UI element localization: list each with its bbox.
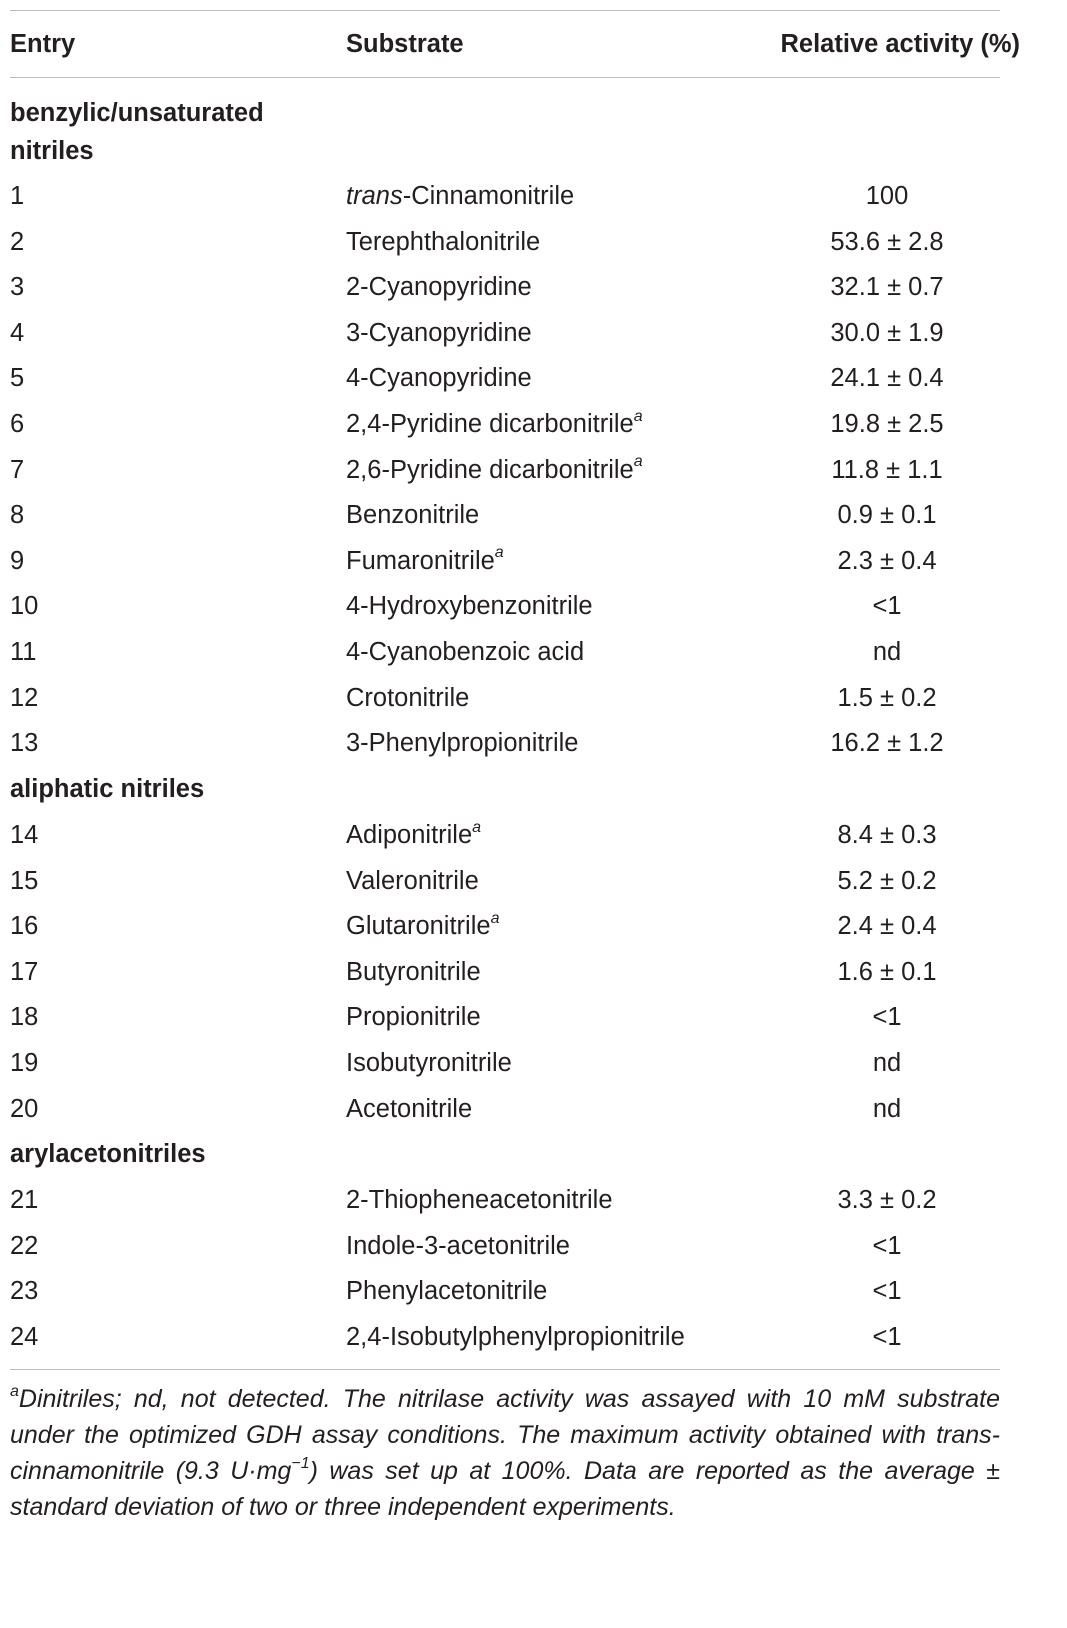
substrate-name: 2-Cyanopyridine bbox=[346, 273, 532, 302]
substrate-name: 2,4-Pyridine dicarbonitrile bbox=[346, 410, 634, 438]
substrate-name: Isobutyronitrile bbox=[346, 1049, 512, 1077]
substrate-name: Butyronitrile bbox=[346, 957, 481, 986]
substrate-name: 4-Cyanopyridine bbox=[346, 364, 532, 393]
substrate-name: -Cinnamonitrile bbox=[402, 182, 575, 210]
section-title: aliphatic nitriles bbox=[10, 775, 205, 803]
activity-cell: 16.2 ± 1.2 bbox=[830, 729, 944, 758]
substrate-cell bbox=[346, 1231, 570, 1261]
substrate-name: Crotonitrile bbox=[346, 683, 470, 712]
substrate-name: Indole-3-acetonitrile bbox=[346, 1231, 570, 1260]
entry-cell: 21 bbox=[10, 1186, 39, 1214]
entry-cell: 1 bbox=[10, 182, 25, 210]
substrate-name: Valeronitrile bbox=[346, 866, 479, 895]
activity-cell: <1 bbox=[872, 1277, 902, 1306]
substrate-cell bbox=[346, 728, 578, 758]
activity-cell: 3.3 ± 0.2 bbox=[837, 1186, 937, 1214]
substrate-cell bbox=[346, 455, 643, 485]
substrate-name: Benzonitrile bbox=[346, 501, 480, 530]
entry-cell: 10 bbox=[10, 592, 39, 621]
substrate-name: 4-Hydroxybenzonitrile bbox=[346, 592, 593, 621]
entry-cell: 24 bbox=[10, 1322, 39, 1351]
header-rule bbox=[10, 77, 1000, 78]
activity-cell: nd bbox=[872, 1049, 902, 1077]
entry-cell: 15 bbox=[10, 866, 39, 895]
activity-cell: 2.4 ± 0.4 bbox=[837, 912, 937, 941]
activity-cell: 53.6 ± 2.8 bbox=[830, 227, 944, 256]
substrate-cell bbox=[346, 318, 532, 348]
entry-cell: 16 bbox=[10, 912, 39, 941]
entry-cell: 9 bbox=[10, 546, 25, 575]
substrate-name: 3-Cyanopyridine bbox=[346, 318, 532, 347]
activity-cell: <1 bbox=[872, 1231, 902, 1260]
entry-cell: 12 bbox=[10, 683, 39, 712]
substrate-footnote-marker: a bbox=[633, 407, 643, 425]
header-activity: Relative activity (%) bbox=[780, 30, 1020, 58]
entry-cell: 7 bbox=[10, 455, 25, 484]
activity-cell: <1 bbox=[872, 592, 902, 621]
substrate-name: Fumaronitrile bbox=[346, 546, 495, 575]
activity-cell: 24.1 ± 0.4 bbox=[830, 364, 944, 393]
entry-cell: 13 bbox=[10, 729, 39, 758]
substrate-cell bbox=[346, 227, 540, 257]
substrate-cell bbox=[346, 957, 481, 987]
substrate-cell bbox=[346, 409, 643, 439]
section-title-line: benzylic/unsaturated bbox=[10, 99, 264, 127]
activity-cell: 32.1 ± 0.7 bbox=[830, 273, 944, 302]
substrate-cell bbox=[346, 1185, 613, 1215]
substrate-cell bbox=[346, 591, 593, 621]
activity-cell: 11.8 ± 1.1 bbox=[831, 455, 943, 484]
activity-cell: 1.5 ± 0.2 bbox=[837, 683, 937, 712]
substrate-footnote-marker: a bbox=[472, 818, 482, 836]
activity-cell: 2.3 ± 0.4 bbox=[837, 546, 937, 575]
activity-cell: 30.0 ± 1.9 bbox=[830, 318, 944, 347]
entry-cell: 20 bbox=[10, 1094, 39, 1123]
header-entry: Entry bbox=[10, 30, 76, 58]
substrate-cell bbox=[346, 683, 469, 713]
substrate-name: 4-Cyanobenzoic acid bbox=[346, 638, 585, 666]
entry-cell: 3 bbox=[10, 273, 25, 302]
footnote-exponent: −1 bbox=[291, 1454, 310, 1472]
activity-cell: 5.2 ± 0.2 bbox=[837, 866, 937, 895]
footnote-text-after: ) was set up at 100%. Data are reported as the average ± standard deviation of two or three independent experiments. bbox=[10, 1457, 1000, 1521]
substrate-cell bbox=[346, 500, 479, 530]
activity-cell: 0.9 ± 0.1 bbox=[837, 501, 937, 530]
section-title-line: nitriles bbox=[10, 137, 94, 165]
substrate-cell bbox=[346, 1048, 512, 1078]
top-rule bbox=[10, 10, 1000, 11]
substrate-footnote-marker: a bbox=[633, 453, 643, 471]
substrate-cell bbox=[346, 1276, 547, 1306]
activity-cell: 8.4 ± 0.3 bbox=[837, 821, 937, 849]
substrate-cell bbox=[346, 866, 479, 896]
activity-cell: 19.8 ± 2.5 bbox=[830, 410, 944, 438]
substrate-footnote-marker: a bbox=[490, 909, 500, 927]
activity-cell: 100 bbox=[865, 182, 909, 210]
substrate-cell bbox=[346, 363, 532, 393]
activity-cell: nd bbox=[872, 1094, 902, 1123]
entry-cell: 2 bbox=[10, 227, 25, 256]
substrate-cell bbox=[346, 1094, 472, 1124]
substrate-cell bbox=[346, 181, 574, 211]
entry-cell: 5 bbox=[10, 364, 25, 393]
substrate-name: 2-Thiopheneacetonitrile bbox=[346, 1186, 613, 1214]
substrate-name: Glutaronitrile bbox=[346, 912, 491, 941]
substrate-cell bbox=[346, 272, 532, 302]
substrate-cell bbox=[346, 911, 499, 941]
footnote-marker: a bbox=[10, 1382, 19, 1400]
table-footnote bbox=[10, 1381, 1000, 1525]
entry-cell: 4 bbox=[10, 318, 25, 347]
substrate-cell bbox=[346, 1002, 481, 1032]
entry-cell: 11 bbox=[10, 638, 37, 666]
entry-cell: 14 bbox=[10, 821, 39, 849]
activity-cell: nd bbox=[872, 638, 902, 666]
entry-cell: 18 bbox=[10, 1003, 39, 1032]
substrate-name: Acetonitrile bbox=[346, 1094, 473, 1123]
substrate-cell bbox=[346, 546, 504, 576]
footer-rule bbox=[10, 1369, 1000, 1370]
section-title: arylacetonitriles bbox=[10, 1140, 206, 1168]
entry-cell: 23 bbox=[10, 1277, 39, 1306]
entry-cell: 8 bbox=[10, 501, 25, 530]
activity-cell: <1 bbox=[872, 1322, 902, 1351]
substrate-name: 3-Phenylpropionitrile bbox=[346, 729, 579, 758]
activity-cell: <1 bbox=[872, 1003, 902, 1032]
substrate-cell bbox=[346, 637, 584, 667]
header-substrate: Substrate bbox=[346, 30, 464, 58]
substrate-footnote-marker: a bbox=[494, 544, 504, 562]
substrate-name: Terephthalonitrile bbox=[346, 227, 541, 256]
substrate-name: Phenylacetonitrile bbox=[346, 1277, 548, 1306]
entry-cell: 6 bbox=[10, 410, 25, 438]
activity-cell: 1.6 ± 0.1 bbox=[837, 957, 937, 986]
substrate-name: 2,6-Pyridine dicarbonitrile bbox=[346, 455, 634, 484]
entry-cell: 19 bbox=[10, 1049, 39, 1077]
substrate-name: Propionitrile bbox=[346, 1003, 481, 1032]
substrate-name: 2,4-Isobutylphenylpropionitrile bbox=[346, 1322, 685, 1351]
entry-cell: 17 bbox=[10, 957, 39, 986]
substrate-cell bbox=[346, 820, 481, 850]
footnote-text-before: Dinitriles; nd, not detected. The nitrilase activity was assayed with 10 mM substrate under the optimized GDH assay conditions. The maximum activity obtained with trans-cinnamonitrile (9.3 U·mg bbox=[10, 1385, 1000, 1485]
entry-cell: 22 bbox=[10, 1231, 39, 1260]
substrate-name: Adiponitrile bbox=[346, 821, 473, 849]
substrate-prefix: trans bbox=[346, 182, 403, 210]
section-title bbox=[10, 94, 330, 170]
substrate-cell bbox=[346, 1322, 685, 1352]
